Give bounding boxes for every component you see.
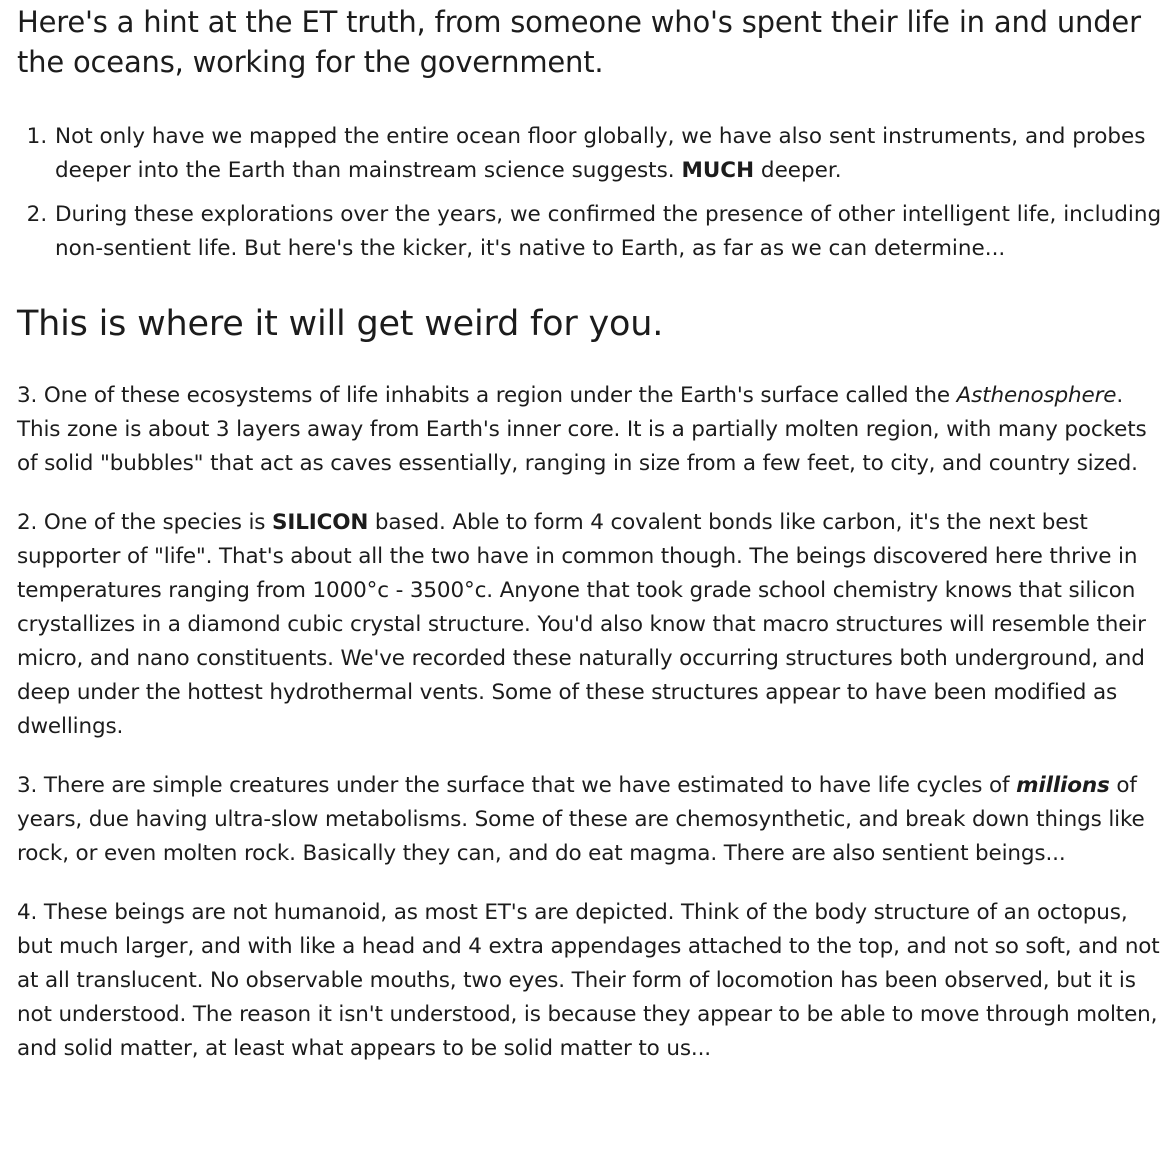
- list-item: [54, 198, 1167, 266]
- emphasis-millions: millions: [1016, 773, 1110, 798]
- paragraph-text: 3. There are simple creatures under the surface that we have estimated to have life cycles of: [17, 773, 1017, 798]
- list-item-text: deeper.: [754, 158, 842, 183]
- paragraph-text: 3. One of these ecosystems of life inhabits a region under the Earth's surface called the: [17, 383, 957, 408]
- paragraph-text: 4. These beings are not humanoid, as most ET's are depicted. Think of the body structure of an octopus, but much larger, and with like a head and 4 extra appendages attached to the top, and not so soft, and not at all translucent. No observable mouths, two eyes. Their form of locomotion has been observed, but it is not understood. The reason it isn't understood, is because they appear to be able to move through molten, and solid matter, at least what appears to be solid matter to us...: [17, 900, 1160, 1061]
- paragraph: [17, 769, 1167, 871]
- paragraph-text: . This zone is about 3 layers away from Earth's inner core. It is a partially molten region, with many pockets of solid "bubbles" that act as caves essentially, ranging in size from a few feet, to city, and country sized.: [17, 383, 1147, 476]
- paragraph-text: 2. One of the species is: [17, 510, 273, 535]
- list-item-text: During these explorations over the years, we confirmed the presence of other intelligent life, including non-sentient life. But here's the kicker, it's native to Earth, as far as we can determine...: [55, 202, 1162, 261]
- emphasis-much: MUCH: [681, 158, 755, 183]
- numbered-list: [17, 120, 1167, 266]
- emphasis-asthenosphere: Asthenosphere: [956, 383, 1117, 408]
- emphasis-silicon: SILICON: [272, 510, 369, 535]
- post-body: [0, 2, 1167, 1066]
- section-heading: This is where it will get weird for you.: [17, 304, 664, 344]
- list-item-text: Not only have we mapped the entire ocean floor globally, we have also sent instruments, and probes deeper into the Earth than mainstream science suggests.: [55, 124, 1146, 183]
- paragraph: [17, 896, 1167, 1066]
- paragraph: [17, 506, 1167, 744]
- paragraph-text: based. Able to form 4 covalent bonds like carbon, it's the next best supporter of "life". That's about all the two have in common though. The beings discovered here thrive in temperatures ranging from 1000°c - 3500°c. Anyone that took grade school chemistry knows that silicon crystallizes in a diamond cubic crystal structure. You'd also know that macro structures will resemble their micro, and nano constituents. We've recorded these naturally occurring structures both underground, and deep under the hottest hydrothermal vents. Some of these structures appear to have been modified as dwellings.: [17, 510, 1146, 739]
- post-title: Here's a hint at the ET truth, from someone who's spent their life in and under the oceans, working for the government.: [17, 5, 1141, 79]
- list-item: [54, 120, 1167, 188]
- paragraph: [17, 379, 1167, 481]
- paragraph-text: of years, due having ultra-slow metabolisms. Some of these are chemosynthetic, and break down things like rock, or even molten rock. Basically they can, and do eat magma. There are also sentient beings...: [17, 773, 1145, 866]
